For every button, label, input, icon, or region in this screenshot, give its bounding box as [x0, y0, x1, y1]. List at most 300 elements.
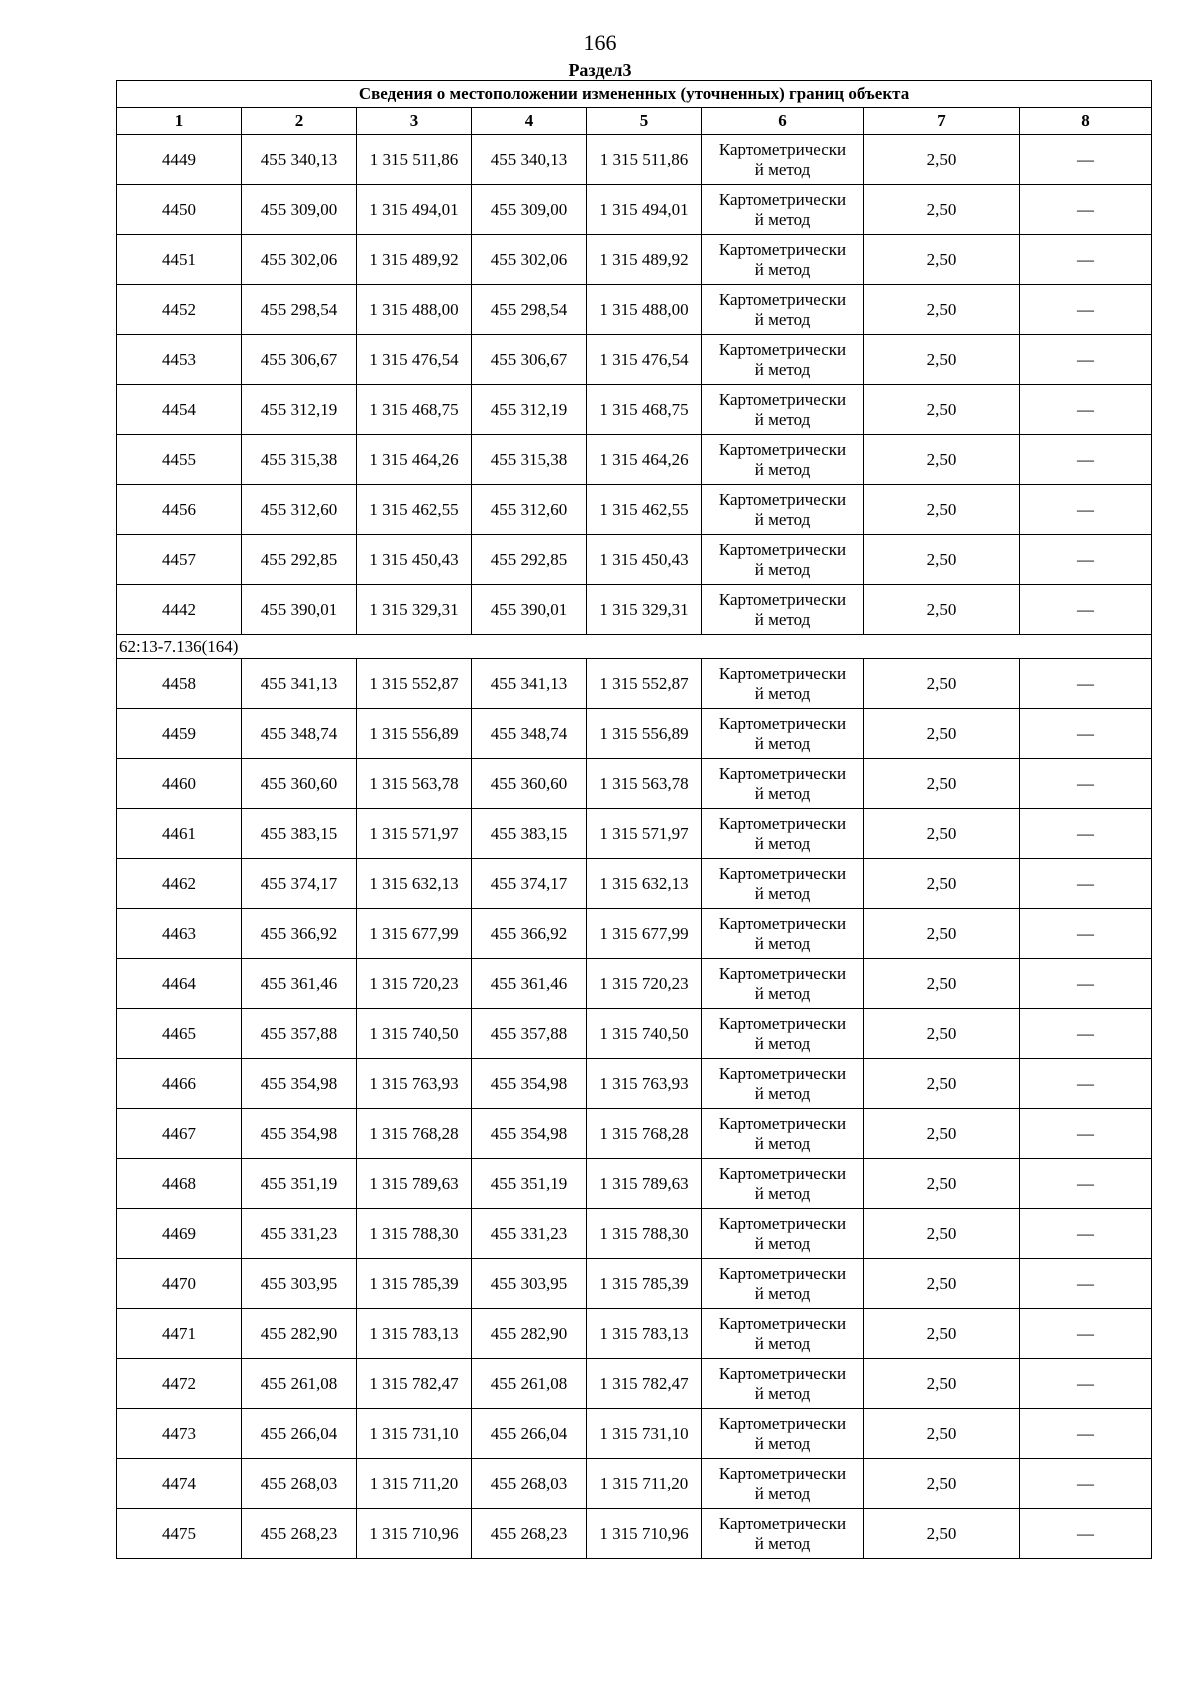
new-y-cell: 1 315 329,31: [587, 585, 702, 635]
table-row: [117, 1309, 1152, 1359]
method-cell: [702, 1459, 864, 1509]
new-y-cell: 1 315 462,55: [587, 485, 702, 535]
point-number-cell: 4450: [117, 185, 242, 235]
new-y-cell: 1 315 476,54: [587, 335, 702, 385]
precision-cell: 2,50: [864, 235, 1020, 285]
method-line-2: й метод: [754, 933, 811, 953]
existing-y-cell: 1 315 329,31: [357, 585, 472, 635]
point-number-cell: 4460: [117, 759, 242, 809]
method-line-1: Картометрически: [718, 1063, 847, 1083]
new-y-cell: 1 315 556,89: [587, 709, 702, 759]
method-cell: [702, 1109, 864, 1159]
new-x-cell: 455 268,03: [472, 1459, 587, 1509]
new-y-cell: 1 315 489,92: [587, 235, 702, 285]
new-y-cell: 1 315 571,97: [587, 809, 702, 859]
method-line-2: й метод: [754, 833, 811, 853]
method-cell: [702, 809, 864, 859]
method-line-2: й метод: [754, 609, 811, 629]
method-line-1: Картометрически: [718, 863, 847, 883]
description-cell: —: [1020, 709, 1152, 759]
parcel-group-row: [117, 635, 1152, 659]
precision-cell: 2,50: [864, 1359, 1020, 1409]
point-number-cell: 4473: [117, 1409, 242, 1459]
description-cell: —: [1020, 859, 1152, 909]
description-cell: —: [1020, 1209, 1152, 1259]
table-row: [117, 909, 1152, 959]
existing-y-cell: 1 315 710,96: [357, 1509, 472, 1559]
new-y-cell: 1 315 677,99: [587, 909, 702, 959]
table-row: [117, 1109, 1152, 1159]
table-row: [117, 435, 1152, 485]
method-line-1: Картометрически: [718, 539, 847, 559]
existing-y-cell: 1 315 468,75: [357, 385, 472, 435]
new-y-cell: 1 315 731,10: [587, 1409, 702, 1459]
table-row: [117, 859, 1152, 909]
point-number-cell: 4456: [117, 485, 242, 535]
precision-cell: 2,50: [864, 1159, 1020, 1209]
existing-x-cell: 455 302,06: [242, 235, 357, 285]
table-row: [117, 235, 1152, 285]
new-y-cell: 1 315 468,75: [587, 385, 702, 435]
new-y-cell: 1 315 788,30: [587, 1209, 702, 1259]
method-line-2: й метод: [754, 783, 811, 803]
new-y-cell: 1 315 494,01: [587, 185, 702, 235]
method-line-1: Картометрически: [718, 913, 847, 933]
column-header: 1: [117, 108, 242, 135]
method-line-2: й метод: [754, 459, 811, 479]
method-line-1: Картометрически: [718, 813, 847, 833]
new-x-cell: 455 351,19: [472, 1159, 587, 1209]
existing-y-cell: 1 315 563,78: [357, 759, 472, 809]
new-x-cell: 455 354,98: [472, 1109, 587, 1159]
description-cell: —: [1020, 909, 1152, 959]
method-line-1: Картометрически: [718, 189, 847, 209]
method-line-1: Картометрически: [718, 339, 847, 359]
existing-x-cell: 455 266,04: [242, 1409, 357, 1459]
table-row: [117, 1259, 1152, 1309]
existing-x-cell: 455 354,98: [242, 1109, 357, 1159]
existing-x-cell: 455 306,67: [242, 335, 357, 385]
description-cell: —: [1020, 1509, 1152, 1559]
existing-x-cell: 455 360,60: [242, 759, 357, 809]
description-cell: —: [1020, 285, 1152, 335]
description-cell: —: [1020, 1259, 1152, 1309]
method-cell: [702, 859, 864, 909]
precision-cell: 2,50: [864, 485, 1020, 535]
method-cell: [702, 959, 864, 1009]
method-line-2: й метод: [754, 359, 811, 379]
existing-y-cell: 1 315 785,39: [357, 1259, 472, 1309]
description-cell: —: [1020, 335, 1152, 385]
existing-x-cell: 455 312,19: [242, 385, 357, 435]
existing-y-cell: 1 315 571,97: [357, 809, 472, 859]
method-line-1: Картометрически: [718, 1013, 847, 1033]
table-row: [117, 1059, 1152, 1109]
new-x-cell: 455 374,17: [472, 859, 587, 909]
precision-cell: 2,50: [864, 1009, 1020, 1059]
table-row: [117, 1409, 1152, 1459]
existing-x-cell: 455 366,92: [242, 909, 357, 959]
precision-cell: 2,50: [864, 1259, 1020, 1309]
method-line-2: й метод: [754, 1433, 811, 1453]
method-line-1: Картометрически: [718, 763, 847, 783]
existing-y-cell: 1 315 552,87: [357, 659, 472, 709]
column-header: 4: [472, 108, 587, 135]
table-row: [117, 1359, 1152, 1409]
description-cell: —: [1020, 435, 1152, 485]
existing-y-cell: 1 315 450,43: [357, 535, 472, 585]
method-line-1: Картометрически: [718, 1163, 847, 1183]
new-y-cell: 1 315 552,87: [587, 659, 702, 709]
precision-cell: 2,50: [864, 335, 1020, 385]
existing-y-cell: 1 315 711,20: [357, 1459, 472, 1509]
new-y-cell: 1 315 720,23: [587, 959, 702, 1009]
existing-y-cell: 1 315 476,54: [357, 335, 472, 385]
new-x-cell: 455 309,00: [472, 185, 587, 235]
existing-x-cell: 455 374,17: [242, 859, 357, 909]
precision-cell: 2,50: [864, 659, 1020, 709]
new-x-cell: 455 361,46: [472, 959, 587, 1009]
method-line-2: й метод: [754, 1233, 811, 1253]
existing-y-cell: 1 315 720,23: [357, 959, 472, 1009]
method-line-1: Картометрически: [718, 139, 847, 159]
method-line-2: й метод: [754, 883, 811, 903]
point-number-cell: 4474: [117, 1459, 242, 1509]
method-line-2: й метод: [754, 209, 811, 229]
precision-cell: 2,50: [864, 809, 1020, 859]
new-y-cell: 1 315 710,96: [587, 1509, 702, 1559]
new-x-cell: 455 266,04: [472, 1409, 587, 1459]
method-line-2: й метод: [754, 1283, 811, 1303]
existing-x-cell: 455 348,74: [242, 709, 357, 759]
description-cell: —: [1020, 1309, 1152, 1359]
new-y-cell: 1 315 740,50: [587, 1009, 702, 1059]
new-y-cell: 1 315 464,26: [587, 435, 702, 485]
description-cell: —: [1020, 185, 1152, 235]
existing-x-cell: 455 383,15: [242, 809, 357, 859]
point-number-cell: 4471: [117, 1309, 242, 1359]
method-cell: [702, 659, 864, 709]
method-cell: [702, 1309, 864, 1359]
existing-y-cell: 1 315 494,01: [357, 185, 472, 235]
point-number-cell: 4464: [117, 959, 242, 1009]
description-cell: —: [1020, 1009, 1152, 1059]
new-y-cell: 1 315 783,13: [587, 1309, 702, 1359]
existing-x-cell: 455 361,46: [242, 959, 357, 1009]
point-number-cell: 4475: [117, 1509, 242, 1559]
point-number-cell: 4442: [117, 585, 242, 635]
table-caption-row: [117, 81, 1152, 108]
method-cell: [702, 709, 864, 759]
precision-cell: 2,50: [864, 709, 1020, 759]
table-caption: Сведения о местоположении измененных (уточненных) границ объекта: [117, 81, 1152, 108]
existing-x-cell: 455 268,03: [242, 1459, 357, 1509]
page-number: 166: [583, 30, 617, 55]
point-number-cell: 4461: [117, 809, 242, 859]
point-number-cell: 4453: [117, 335, 242, 385]
new-x-cell: 455 354,98: [472, 1059, 587, 1109]
method-line-2: й метод: [754, 409, 811, 429]
table-row: [117, 759, 1152, 809]
existing-x-cell: 455 292,85: [242, 535, 357, 585]
existing-y-cell: 1 315 763,93: [357, 1059, 472, 1109]
new-y-cell: 1 315 488,00: [587, 285, 702, 335]
method-line-2: й метод: [754, 1533, 811, 1553]
method-cell: [702, 335, 864, 385]
table-row: [117, 959, 1152, 1009]
new-x-cell: 455 303,95: [472, 1259, 587, 1309]
existing-y-cell: 1 315 464,26: [357, 435, 472, 485]
new-y-cell: 1 315 511,86: [587, 135, 702, 185]
method-cell: [702, 1259, 864, 1309]
table-row: [117, 1009, 1152, 1059]
table-row: [117, 1159, 1152, 1209]
point-number-cell: 4469: [117, 1209, 242, 1259]
existing-x-cell: 455 357,88: [242, 1009, 357, 1059]
table-row: [117, 659, 1152, 709]
precision-cell: 2,50: [864, 185, 1020, 235]
method-line-1: Картометрически: [718, 1413, 847, 1433]
column-header: 2: [242, 108, 357, 135]
precision-cell: 2,50: [864, 859, 1020, 909]
method-line-2: й метод: [754, 683, 811, 703]
method-line-1: Картометрически: [718, 439, 847, 459]
method-line-1: Картометрически: [718, 1513, 847, 1533]
point-number-cell: 4459: [117, 709, 242, 759]
precision-cell: 2,50: [864, 285, 1020, 335]
precision-cell: 2,50: [864, 1209, 1020, 1259]
description-cell: —: [1020, 585, 1152, 635]
new-x-cell: 455 340,13: [472, 135, 587, 185]
method-cell: [702, 385, 864, 435]
method-line-1: Картометрически: [718, 713, 847, 733]
method-line-2: й метод: [754, 983, 811, 1003]
existing-x-cell: 455 298,54: [242, 285, 357, 335]
method-cell: [702, 1359, 864, 1409]
method-cell: [702, 235, 864, 285]
method-line-2: й метод: [754, 1383, 811, 1403]
method-line-1: Картометрически: [718, 1313, 847, 1333]
point-number-cell: 4465: [117, 1009, 242, 1059]
table-row: [117, 135, 1152, 185]
description-cell: —: [1020, 1059, 1152, 1109]
method-line-2: й метод: [754, 1483, 811, 1503]
new-x-cell: 455 312,60: [472, 485, 587, 535]
precision-cell: 2,50: [864, 1309, 1020, 1359]
existing-x-cell: 455 309,00: [242, 185, 357, 235]
existing-y-cell: 1 315 782,47: [357, 1359, 472, 1409]
method-cell: [702, 1209, 864, 1259]
new-x-cell: 455 360,60: [472, 759, 587, 809]
existing-y-cell: 1 315 462,55: [357, 485, 472, 535]
new-y-cell: 1 315 450,43: [587, 535, 702, 585]
new-x-cell: 455 357,88: [472, 1009, 587, 1059]
method-line-1: Картометрически: [718, 289, 847, 309]
new-y-cell: 1 315 711,20: [587, 1459, 702, 1509]
parcel-group-label: 62:13-7.136(164): [117, 635, 1152, 659]
method-cell: [702, 1159, 864, 1209]
point-number-cell: 4449: [117, 135, 242, 185]
method-line-1: Картометрически: [718, 1263, 847, 1283]
method-line-1: Картометрически: [718, 663, 847, 683]
existing-x-cell: 455 261,08: [242, 1359, 357, 1409]
precision-cell: 2,50: [864, 535, 1020, 585]
description-cell: —: [1020, 235, 1152, 285]
method-cell: [702, 135, 864, 185]
new-x-cell: 455 302,06: [472, 235, 587, 285]
method-line-1: Картометрически: [718, 1113, 847, 1133]
new-x-cell: 455 366,92: [472, 909, 587, 959]
method-line-2: й метод: [754, 509, 811, 529]
precision-cell: 2,50: [864, 435, 1020, 485]
point-number-cell: 4466: [117, 1059, 242, 1109]
existing-y-cell: 1 315 511,86: [357, 135, 472, 185]
new-x-cell: 455 298,54: [472, 285, 587, 335]
method-line-2: й метод: [754, 733, 811, 753]
method-line-2: й метод: [754, 1133, 811, 1153]
new-x-cell: 455 383,15: [472, 809, 587, 859]
existing-x-cell: 455 331,23: [242, 1209, 357, 1259]
table-row: [117, 535, 1152, 585]
point-number-cell: 4451: [117, 235, 242, 285]
description-cell: —: [1020, 809, 1152, 859]
precision-cell: 2,50: [864, 909, 1020, 959]
new-x-cell: 455 306,67: [472, 335, 587, 385]
section-title: Раздел3: [568, 60, 632, 80]
existing-x-cell: 455 340,13: [242, 135, 357, 185]
method-cell: [702, 759, 864, 809]
method-line-2: й метод: [754, 1033, 811, 1053]
method-line-1: Картометрически: [718, 1363, 847, 1383]
column-header: 5: [587, 108, 702, 135]
table-row: [117, 1509, 1152, 1559]
method-line-2: й метод: [754, 559, 811, 579]
existing-y-cell: 1 315 489,92: [357, 235, 472, 285]
new-x-cell: 455 348,74: [472, 709, 587, 759]
table-row: [117, 185, 1152, 235]
method-line-1: Картометрически: [718, 489, 847, 509]
table-row: [117, 809, 1152, 859]
existing-x-cell: 455 282,90: [242, 1309, 357, 1359]
point-number-cell: 4463: [117, 909, 242, 959]
method-cell: [702, 585, 864, 635]
precision-cell: 2,50: [864, 1409, 1020, 1459]
column-header: 3: [357, 108, 472, 135]
point-number-cell: 4455: [117, 435, 242, 485]
method-cell: [702, 1409, 864, 1459]
table-row: [117, 485, 1152, 535]
existing-y-cell: 1 315 768,28: [357, 1109, 472, 1159]
new-y-cell: 1 315 785,39: [587, 1259, 702, 1309]
precision-cell: 2,50: [864, 135, 1020, 185]
existing-x-cell: 455 351,19: [242, 1159, 357, 1209]
point-number-cell: 4454: [117, 385, 242, 435]
precision-cell: 2,50: [864, 1459, 1020, 1509]
description-cell: —: [1020, 1159, 1152, 1209]
method-cell: [702, 435, 864, 485]
point-number-cell: 4470: [117, 1259, 242, 1309]
method-line-2: й метод: [754, 1333, 811, 1353]
precision-cell: 2,50: [864, 1059, 1020, 1109]
existing-y-cell: 1 315 783,13: [357, 1309, 472, 1359]
new-x-cell: 455 261,08: [472, 1359, 587, 1409]
description-cell: —: [1020, 135, 1152, 185]
description-cell: —: [1020, 659, 1152, 709]
column-header: 7: [864, 108, 1020, 135]
new-x-cell: 455 315,38: [472, 435, 587, 485]
method-cell: [702, 485, 864, 535]
existing-x-cell: 455 268,23: [242, 1509, 357, 1559]
precision-cell: 2,50: [864, 959, 1020, 1009]
method-cell: [702, 285, 864, 335]
existing-x-cell: 455 303,95: [242, 1259, 357, 1309]
precision-cell: 2,50: [864, 585, 1020, 635]
method-line-1: Картометрически: [718, 1463, 847, 1483]
column-number-row: [117, 108, 1152, 135]
method-line-2: й метод: [754, 1183, 811, 1203]
new-x-cell: 455 390,01: [472, 585, 587, 635]
table-row: [117, 1209, 1152, 1259]
precision-cell: 2,50: [864, 385, 1020, 435]
description-cell: —: [1020, 1409, 1152, 1459]
existing-y-cell: 1 315 488,00: [357, 285, 472, 335]
method-cell: [702, 1509, 864, 1559]
description-cell: —: [1020, 1359, 1152, 1409]
column-header: 6: [702, 108, 864, 135]
method-cell: [702, 1059, 864, 1109]
method-line-2: й метод: [754, 1083, 811, 1103]
new-x-cell: 455 268,23: [472, 1509, 587, 1559]
method-line-2: й метод: [754, 159, 811, 179]
description-cell: —: [1020, 959, 1152, 1009]
table-row: [117, 1459, 1152, 1509]
method-line-1: Картометрически: [718, 1213, 847, 1233]
method-cell: [702, 1009, 864, 1059]
new-x-cell: 455 282,90: [472, 1309, 587, 1359]
column-header: 8: [1020, 108, 1152, 135]
table-row: [117, 285, 1152, 335]
method-line-1: Картометрически: [718, 389, 847, 409]
existing-y-cell: 1 315 731,10: [357, 1409, 472, 1459]
precision-cell: 2,50: [864, 759, 1020, 809]
method-cell: [702, 535, 864, 585]
method-cell: [702, 909, 864, 959]
table-row: [117, 709, 1152, 759]
method-line-1: Картометрически: [718, 239, 847, 259]
existing-x-cell: 455 390,01: [242, 585, 357, 635]
method-line-2: й метод: [754, 309, 811, 329]
existing-x-cell: 455 312,60: [242, 485, 357, 535]
existing-y-cell: 1 315 789,63: [357, 1159, 472, 1209]
new-y-cell: 1 315 763,93: [587, 1059, 702, 1109]
new-x-cell: 455 341,13: [472, 659, 587, 709]
existing-y-cell: 1 315 632,13: [357, 859, 472, 909]
point-number-cell: 4468: [117, 1159, 242, 1209]
point-number-cell: 4462: [117, 859, 242, 909]
new-x-cell: 455 312,19: [472, 385, 587, 435]
description-cell: —: [1020, 1459, 1152, 1509]
description-cell: —: [1020, 485, 1152, 535]
existing-x-cell: 455 315,38: [242, 435, 357, 485]
precision-cell: 2,50: [864, 1109, 1020, 1159]
table-row: [117, 585, 1152, 635]
existing-x-cell: 455 341,13: [242, 659, 357, 709]
point-number-cell: 4467: [117, 1109, 242, 1159]
new-y-cell: 1 315 789,63: [587, 1159, 702, 1209]
precision-cell: 2,50: [864, 1509, 1020, 1559]
table-row: [117, 385, 1152, 435]
existing-y-cell: 1 315 677,99: [357, 909, 472, 959]
